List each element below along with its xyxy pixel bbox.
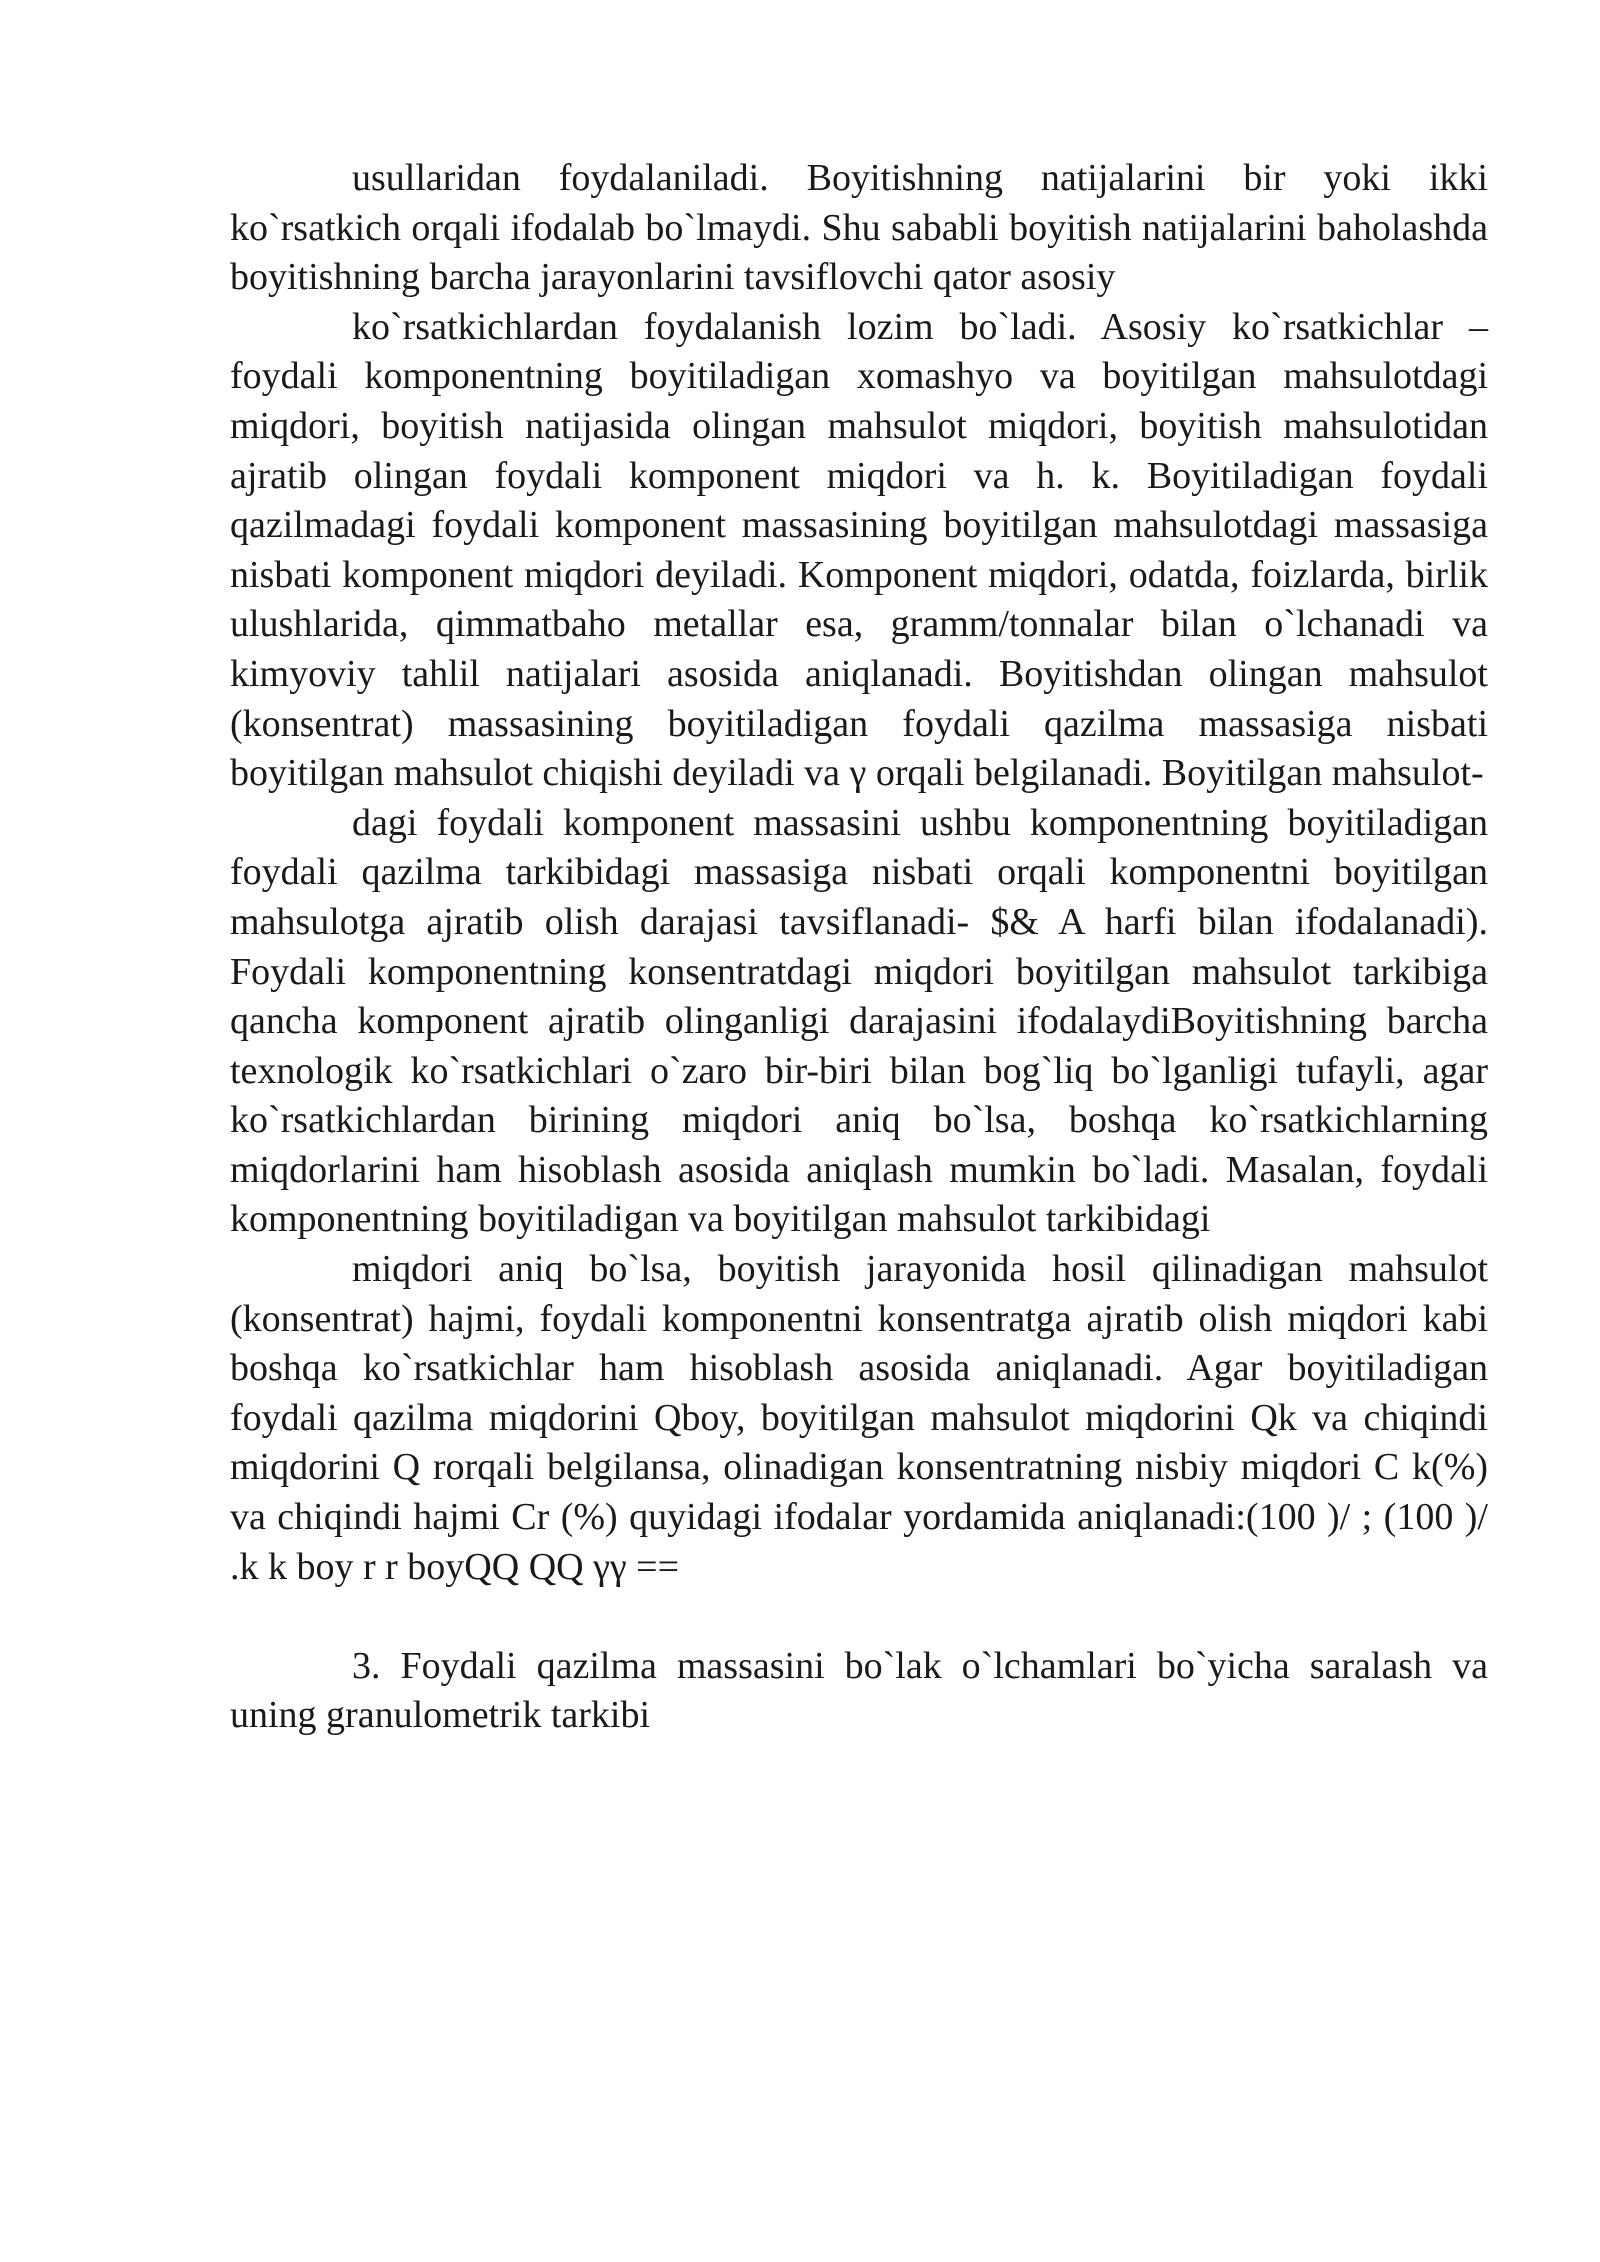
document-body (230, 154, 1488, 1741)
paragraph-1: usullaridan foydalaniladi. Boyitishning natijalarini bir yoki ikki ko`rsatkich orqali ifodalab bo`lmaydi. Shu sababli boyitish natijalarini baholashda boyitishning barcha jarayonlarini tavsiflovchi qator asosiy (230, 157, 1488, 299)
paragraph-2: ko`rsatkichlardan foydalanish lozim bo`ladi. Asosiy ko`rsatkichlar – foydali komponentning boyitiladigan xomashyo va boyitilgan mahsulotdagi miqdori, boyitish natijasida olingan mahsulot miqdori, boyitish mahsulotidan ajratib olingan foydali komponent miqdori va h. k. Boyitiladigan foydali qazilmadagi foydali komponent massasining boyitilgan mahsulotdagi massasiga nisbati komponent miqdori deyiladi. Komponent miqdori, odatda, foizlarda, birlik ulushlarida, qimmatbaho metallar esa, gramm/tonnalar bilan o`lchanadi va kimyoviy tahlil natijalari asosida aniqlanadi. Boyitishdan olingan mahsulot (konsentrat) massasining boyitiladigan foydali qazilma massasiga nisbati boyitilgan mahsulot chiqishi deyiladi va γ orqali belgilanadi. Boyitilgan mahsulot- (230, 305, 1488, 795)
section-heading: 3. Foydali qazilma massasini bo`lak o`lchamlari bo`yicha saralash va uning granulometrik tarkibi (230, 1644, 1488, 1737)
blank-line (230, 1592, 1488, 1642)
paragraph-4: miqdori aniq bo`lsa, boyitish jarayonida hosil qilinadigan mahsulot (konsentrat) hajmi, foydali komponentni konsentratga ajratib olish miqdori kabi boshqa ko`rsatkichlar ham hisoblash asosida aniqlanadi. Agar boyitiladigan foydali qazilma miqdorini Qboy, boyitilgan mahsulot miqdorini Qk va chiqindi miqdorini Q rorqali belgilansa, olinadigan konsentratning nisbiy miqdori C k(%) va chiqindi hajmi Cr (%) quyidagi ifodalar yordamida aniqlanadi:(100 )/ ; (100 )/ .k k boy r r boyQQ QQ γγ == (230, 1248, 1488, 1588)
paragraph-3: dagi foydali komponent massasini ushbu komponentning boyitiladigan foydali qazilma tarkibidagi massasiga nisbati orqali komponentni boyitilgan mahsulotga ajratib olish darajasi tavsiflanadi- $& A harfi bilan ifodalanadi). Foydali komponentning konsentratdagi miqdori boyitilgan mahsulot tarkibiga qancha komponent ajratib olinganligi darajasini ifodalaydiBoyitishning barcha texnologik ko`rsatkichlari o`zaro bir-biri bilan bog`liq bo`lganligi tufayli, agar ko`rsatkichlardan birining miqdori aniq bo`lsa, boshqa ko`rsatkichlarning miqdorlarini ham hisoblash asosida aniqlash mumkin bo`ladi. Masalan, foydali komponentning boyitiladigan va boyitilgan mahsulot tarkibidagi (230, 801, 1488, 1241)
